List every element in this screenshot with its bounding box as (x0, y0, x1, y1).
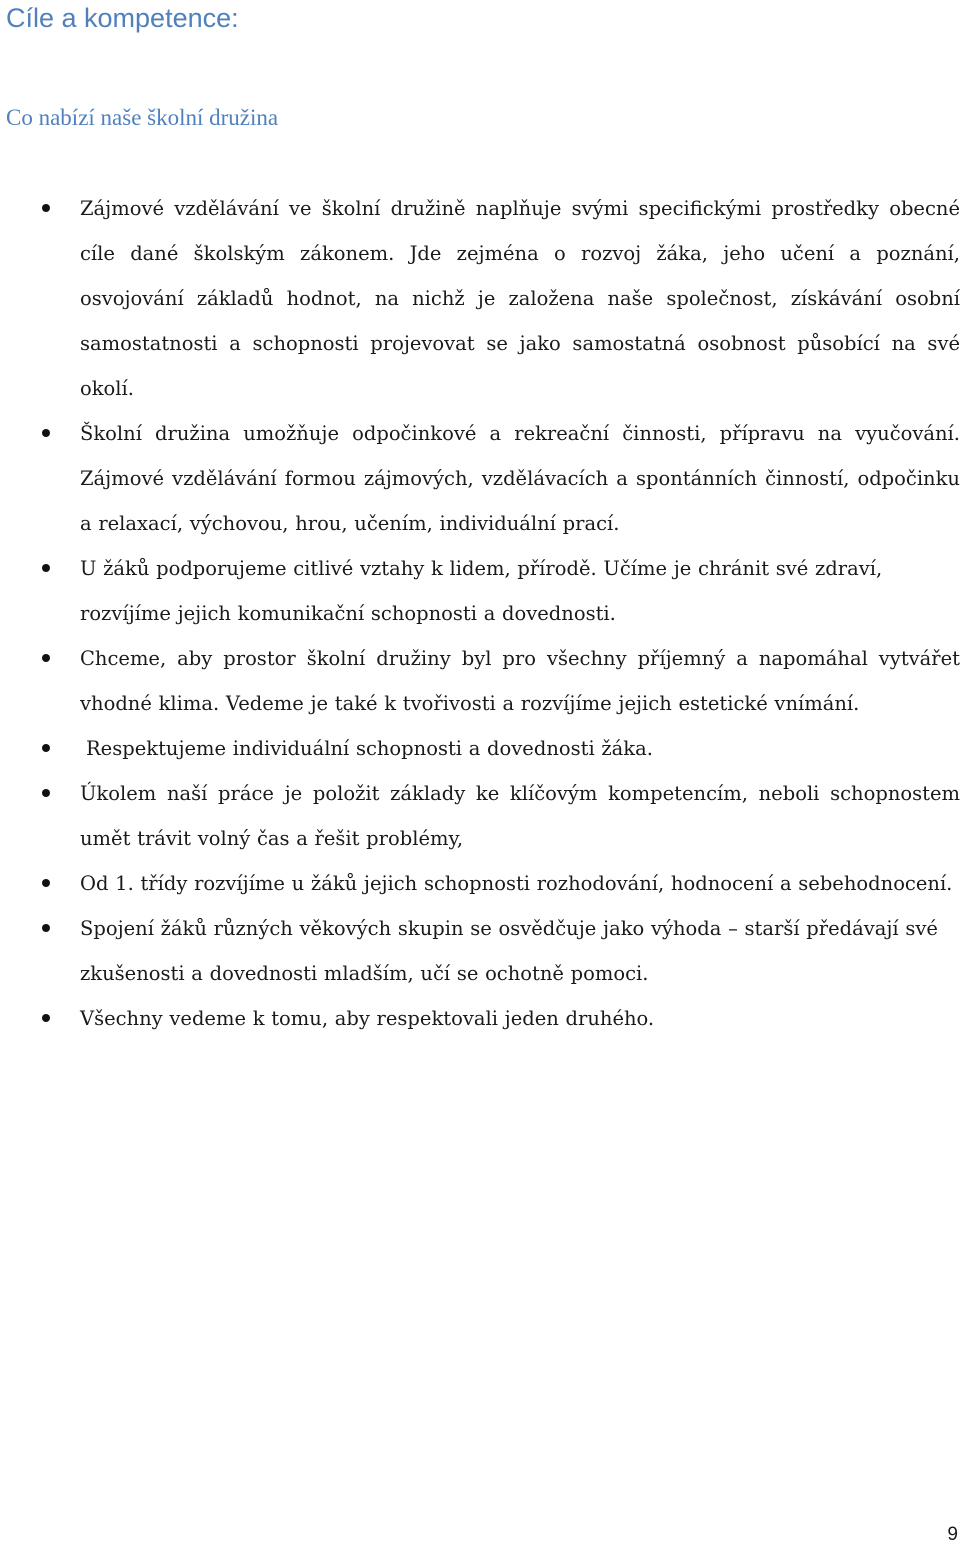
bullet-icon (42, 204, 50, 212)
bullet-icon (42, 744, 50, 752)
page-number: 9 (947, 1524, 958, 1545)
bullet-icon (42, 789, 50, 797)
list-item (0, 546, 960, 636)
list-item (0, 906, 960, 996)
bullet-icon (42, 654, 50, 662)
list-item-text: Školní družina umožňuje odpočinkové a rekreační činnosti, přípravu na vyučování. Zájmové vzdělávání formou zájmových, vzdělávacích a spontánních činností, odpočinku a relaxací, výchovou, hrou, učením, individuální prací. (80, 422, 960, 535)
list-item-text: U žáků podporujeme citlivé vztahy k lidem, přírodě. Učíme je chránit své zdraví, rozvíjíme jejich komunikační schopnosti a dovednosti. (80, 557, 883, 625)
list-item (0, 186, 960, 411)
list-item-text: Všechny vedeme k tomu, aby respektovali jeden druhého. (80, 1007, 655, 1030)
list-item (0, 996, 960, 1041)
section-title: Co nabízí naše školní družina (6, 105, 279, 130)
bullet-icon (42, 879, 50, 887)
list-item (0, 411, 960, 546)
list-item-text: Spojení žáků různých věkových skupin se osvědčuje jako výhoda – starší předávají své zkušenosti a dovednosti mladším, učí se ochotně pomoci. (80, 917, 938, 985)
list-item-text: Úkolem naší práce je položit základy ke klíčovým kompetencím, neboli schopnostem umět trávit volný čas a řešit problémy, (80, 782, 960, 850)
list-item-text: Zájmové vzdělávání ve školní družině naplňuje svými specifickými prostředky obecné cíle dané školským zákonem. Jde zejména o rozvoj žáka, jeho učení a poznání, osvojování základů hodnot, na nichž je založena naše společnost, získávání osobní samostatnosti a schopnosti projevovat se jako samostatná osobnost působící na své okolí. (80, 197, 960, 400)
page-title: Cíle a kompetence: (6, 3, 239, 33)
list-item (0, 726, 960, 771)
bullet-icon (42, 924, 50, 932)
list-item-text: Respektujeme individuální schopnosti a dovednosti žáka. (86, 737, 653, 760)
list-item (0, 636, 960, 726)
bullet-icon (42, 1014, 50, 1022)
list-item-text: Chceme, aby prostor školní družiny byl pro všechny příjemný a napomáhal vytvářet vhodné klima. Vedeme je také k tvořivosti a rozvíjíme jejich estetické vnímání. (80, 647, 960, 715)
list-item-text: Od 1. třídy rozvíjíme u žáků jejich schopnosti rozhodování, hodnocení a sebehodnocení. (80, 872, 953, 895)
list-item (0, 861, 960, 906)
list-item (0, 771, 960, 861)
bullet-list (0, 186, 960, 1041)
bullet-icon (42, 429, 50, 437)
bullet-icon (42, 564, 50, 572)
